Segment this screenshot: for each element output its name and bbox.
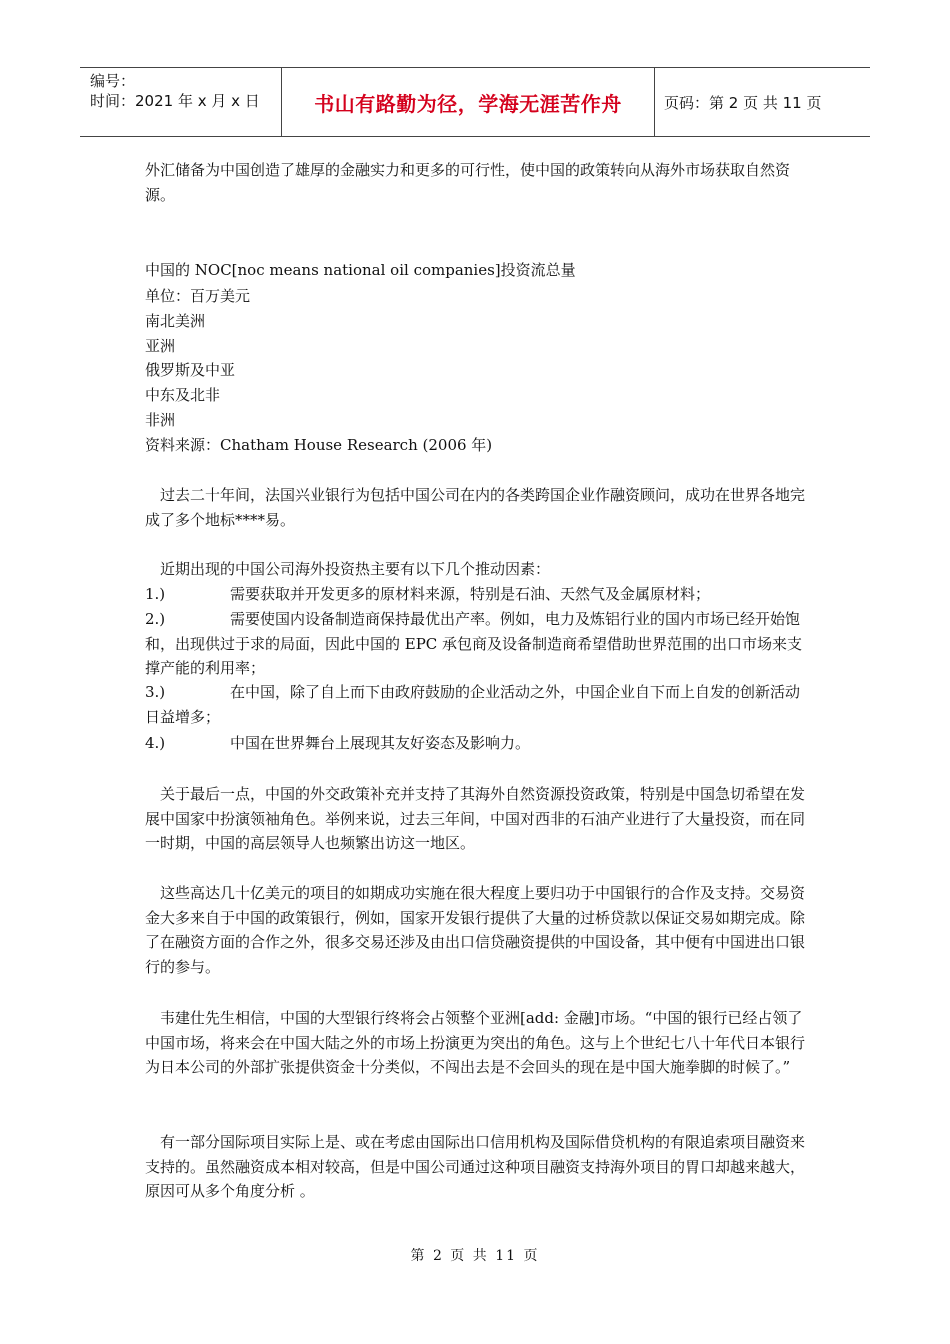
paragraph-diplomacy: 关于最后一点，中国的外交政策补充并支持了其海外自然资源投资政策，特别是中国急切希望在发展中国家中扮演领袖角色。举例来说，过去三年间，中国对西非的石油产业进行了大量投资，而在同一时期，中国的高层领导人也频繁出访这一地区。: [145, 785, 806, 852]
header-motto: 书山有路勤为径，学海无涯苦作舟: [281, 68, 655, 136]
list-text: 在中国，除了自上而下由政府鼓励的企业活动之外，中国企业自下而上自发的创新活动日益增多；: [145, 683, 801, 726]
list-text: 中国在世界舞台上展现其友好姿态及影响力。: [230, 734, 531, 752]
page-footer: 第 2 页 共 11 页: [410, 1248, 540, 1264]
list-item: [145, 680, 805, 729]
list-item: [145, 607, 805, 681]
source-note: 资料来源：Chatham House Research (2006 年): [145, 436, 493, 454]
region-label: 非洲: [145, 411, 176, 429]
chart-title: 中国的 NOC[noc means national oil companies]投资流总量: [145, 261, 576, 279]
header-page-label: 页码：第 2 页 共 11 页: [664, 93, 822, 112]
paragraph-banks: 这些高达几十亿美元的项目的如期成功实施在很大程度上要归功于中国银行的合作及支持。交易资金大多来自于中国的政策银行，例如，国家开发银行提供了大量的过桥贷款以保证交易如期完成。除了在融资方面的合作之外，很多交易还涉及由出口信贷融资提供的中国设备，其中便有中国进出口银行的参与。: [145, 884, 806, 976]
paragraph-project-finance: 有一部分国际项目实际上是、或在考虑由国际出口信用机构及国际借贷机构的有限追索项目融资来支持的。虽然融资成本相对较高，但是中国公司通过这种项目融资支持海外项目的胃口却越来越大，原因可从多个角度分析 。: [145, 1133, 806, 1200]
list-text: 需要使国内设备制造商保持最优出产率。例如，电力及炼铝行业的国内市场已经开始饱和，出现供过于求的局面，因此中国的 EPC 承包商及设备制造商希望借助世界范围的出口市场来支撑产能的利用率；: [145, 610, 803, 677]
date-label: 时间：2021 年 x 月 x 日: [90, 92, 260, 110]
number-label: 编号：: [90, 72, 136, 90]
list-number: 4.): [145, 734, 166, 752]
paragraph-intro: 外汇储备为中国创造了雄厚的金融实力和更多的可行性，使中国的政策转向从海外市场获取自然资源。: [145, 161, 791, 204]
unit-label: 单位：百万美元: [145, 287, 251, 305]
region-label: 俄罗斯及中亚: [145, 361, 236, 379]
list-number: 3.): [145, 683, 166, 701]
region-label: 南北美洲: [145, 312, 206, 330]
region-label: 中东及北非: [145, 386, 221, 404]
list-number: 1.): [145, 585, 166, 603]
paragraph-quote: 韦建仕先生相信，中国的大型银行终将会占领整个亚洲[add: 金融]市场。“中国的银行已经占领了中国市场，将来会在中国大陆之外的市场上扮演更为突出的角色。这与上个世纪七八十年代日本银行为日本公司的外部扩张提供资金十分类似，不闯出去是不会回头的现在是中国大施拳脚的时候了。”: [145, 1009, 806, 1076]
list-number: 2.): [145, 610, 166, 628]
list-text: 需要获取并开发更多的原材料来源，特别是石油、天然气及金属原材料；: [230, 585, 711, 603]
paragraph-drivers-intro: 近期出现的中国公司海外投资热主要有以下几个推动因素：: [160, 560, 551, 578]
page-header: [80, 67, 870, 137]
header-meta: [80, 68, 281, 136]
paragraph-advisory: 过去二十年间，法国兴业银行为包括中国公司在内的各类跨国企业作融资顾问，成功在世界各地完成了多个地标****易。: [145, 486, 806, 529]
list-item: [145, 582, 805, 607]
region-label: 亚洲: [145, 337, 176, 355]
list-item: [145, 731, 805, 756]
